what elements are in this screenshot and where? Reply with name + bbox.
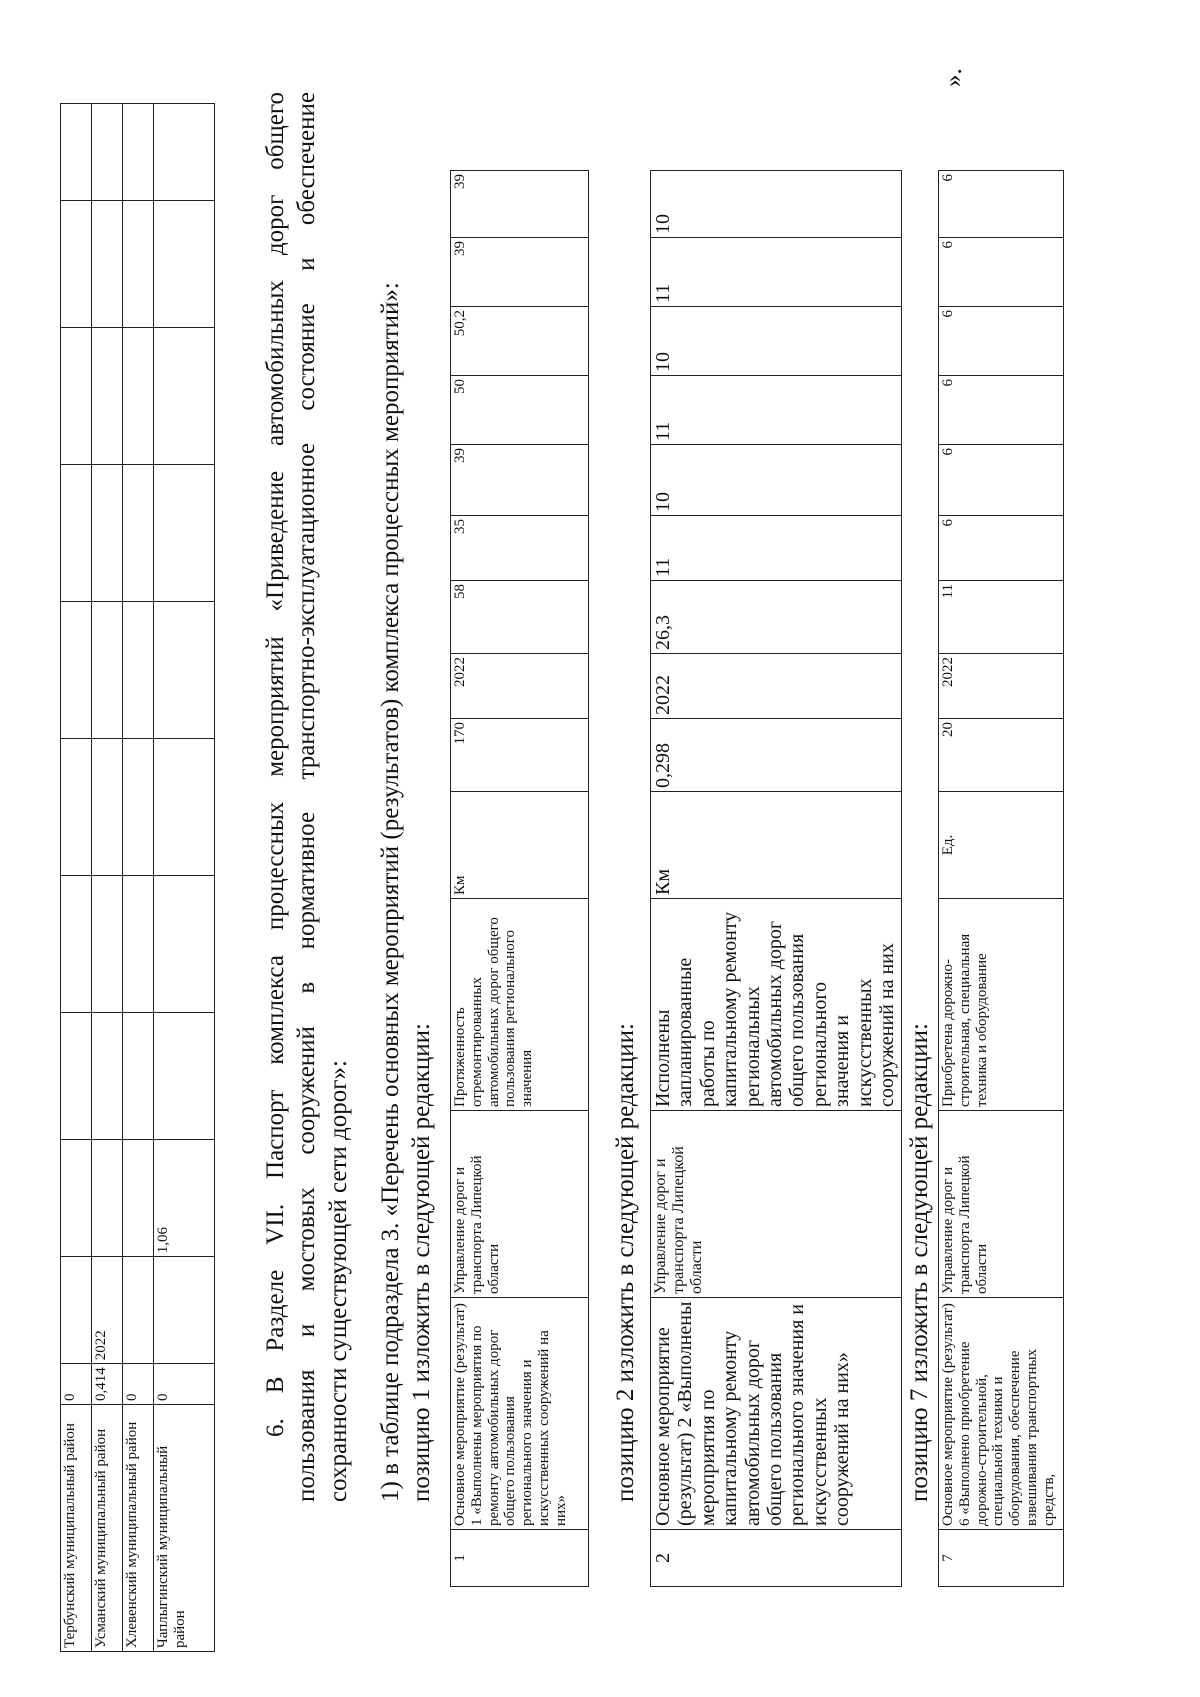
responsible-owner: Управление дорог и транспорта Липецкой области [451, 1111, 589, 1298]
value-cell: 6 [939, 445, 1064, 516]
district-year: 2022 [92, 1257, 123, 1364]
table-row [939, 171, 1064, 1587]
value-cell: 50 [451, 376, 589, 445]
position-2-heading: позицию 2 изложить в следующей редакции: [612, 1023, 639, 1502]
closing-quote: ». [940, 68, 967, 87]
districts-table [60, 103, 215, 1652]
district-extra [92, 1140, 123, 1257]
value-cell: 26,3 [651, 581, 902, 654]
district-value: 0 [154, 1364, 215, 1405]
value-cell: 10 [651, 445, 902, 516]
value-cell: 10 [651, 307, 902, 376]
value-cell: 11 [939, 581, 1064, 654]
section-6-line-3: сохранности существующей сети дорог»: [324, 1060, 352, 1502]
section-6-paragraph [260, 92, 354, 1502]
table-row [92, 104, 123, 1652]
table-row [154, 104, 215, 1652]
unit: Км [451, 792, 589, 899]
value-cell: 11 [651, 238, 902, 307]
district-value: 0 [123, 1364, 154, 1405]
activity-name: Основное мероприятие (результат) 2 «Выполнены мероприятия по капитальному ремонту автомобильных дорог общего пользования регионального значения и искусственных сооружений на них» [651, 1298, 902, 1530]
value-cell: 2022 [651, 654, 902, 719]
district-extra: 1,06 [154, 1140, 215, 1257]
table-row [61, 104, 92, 1652]
indicator-name: Исполнены запланированные работы по капитальному ремонту региональных автомобильных дорог общего пользования регионального значения и искусственных сооружений на них [651, 899, 902, 1111]
section-6-line-1: 6. В Разделе VII. Паспорт комплекса процессных мероприятий «Приведение автомобильных дорог общего [262, 92, 289, 1437]
row-number: 7 [939, 1530, 1064, 1587]
position-7-heading: позицию 7 изложить в следующей редакции: [906, 1023, 933, 1502]
row-number: 2 [651, 1530, 902, 1587]
district-year [123, 1257, 154, 1364]
district-year [61, 1257, 92, 1364]
district-name: Чаплыгинский муниципальный район [154, 1405, 215, 1652]
row-number: 1 [451, 1530, 589, 1587]
indicator-name: Протяженность отремонтированных автомобильных дорог общего пользования регионального значения [451, 899, 589, 1111]
responsible-owner: Управление дорог и транспорта Липецкой области [651, 1111, 902, 1298]
section-6-line-2: пользования и мостовых сооружений в нормативное транспортно-эксплуатационное состояние и обеспечение [293, 92, 321, 1502]
position-1-table [450, 170, 589, 1587]
position-2-table [650, 170, 902, 1587]
value-cell: 58 [451, 581, 589, 654]
value-cell: 6 [939, 516, 1064, 581]
value-cell: 170 [451, 719, 589, 792]
district-value: 0 [61, 1364, 92, 1405]
value-cell: 39 [451, 445, 589, 516]
value-cell: 6 [939, 376, 1064, 445]
district-name: Тербунский муниципальный район [61, 1405, 92, 1652]
value-cell: 50,2 [451, 307, 589, 376]
value-cell: 11 [651, 376, 902, 445]
item-1-paragraph: 1) в таблице подраздела 3. «Перечень основных мероприятий (результатов) комплекса процессных мероприятий»: [377, 282, 404, 1502]
district-name: Хлевенский муниципальный район [123, 1405, 154, 1652]
responsible-owner: Управление дорог и транспорта Липецкой области [939, 1111, 1064, 1298]
district-year [154, 1257, 215, 1364]
value-cell: 11 [651, 516, 902, 581]
table-row [651, 171, 902, 1587]
position-7-table [938, 170, 1064, 1587]
table-row [123, 104, 154, 1652]
value-cell: 2022 [939, 654, 1064, 719]
value-cell: 39 [451, 171, 589, 238]
value-cell: 10 [651, 171, 902, 238]
district-extra [123, 1140, 154, 1257]
activity-name: Основное мероприятие (результат) 1 «Выполнены мероприятия по ремонту автомобильных дорог общего пользования регионального значения и искусственных сооружений на них» [451, 1298, 589, 1530]
activity-name: Основное мероприятие (результат) 6 «Выполнено приобретение дорожно-строительной, специальной техники и оборудования, обеспечение взвешивания транспортных средств, [939, 1298, 1064, 1530]
value-cell: 2022 [451, 654, 589, 719]
value-cell: 0,298 [651, 719, 902, 792]
unit: Ед. [939, 792, 1064, 899]
indicator-name: Приобретена дорожно-строительная, специальная техника и оборудование [939, 899, 1064, 1111]
district-extra [61, 1140, 92, 1257]
value-cell: 6 [939, 307, 1064, 376]
district-value: 0,414 [92, 1364, 123, 1405]
value-cell: 20 [939, 719, 1064, 792]
district-name: Усманский муниципальный район [92, 1405, 123, 1652]
table-row [451, 171, 589, 1587]
value-cell: 35 [451, 516, 589, 581]
value-cell: 6 [939, 171, 1064, 238]
value-cell: 39 [451, 238, 589, 307]
value-cell: 6 [939, 238, 1064, 307]
position-1-heading: позицию 1 изложить в следующей редакции: [408, 1023, 435, 1502]
unit: Км [651, 792, 902, 899]
